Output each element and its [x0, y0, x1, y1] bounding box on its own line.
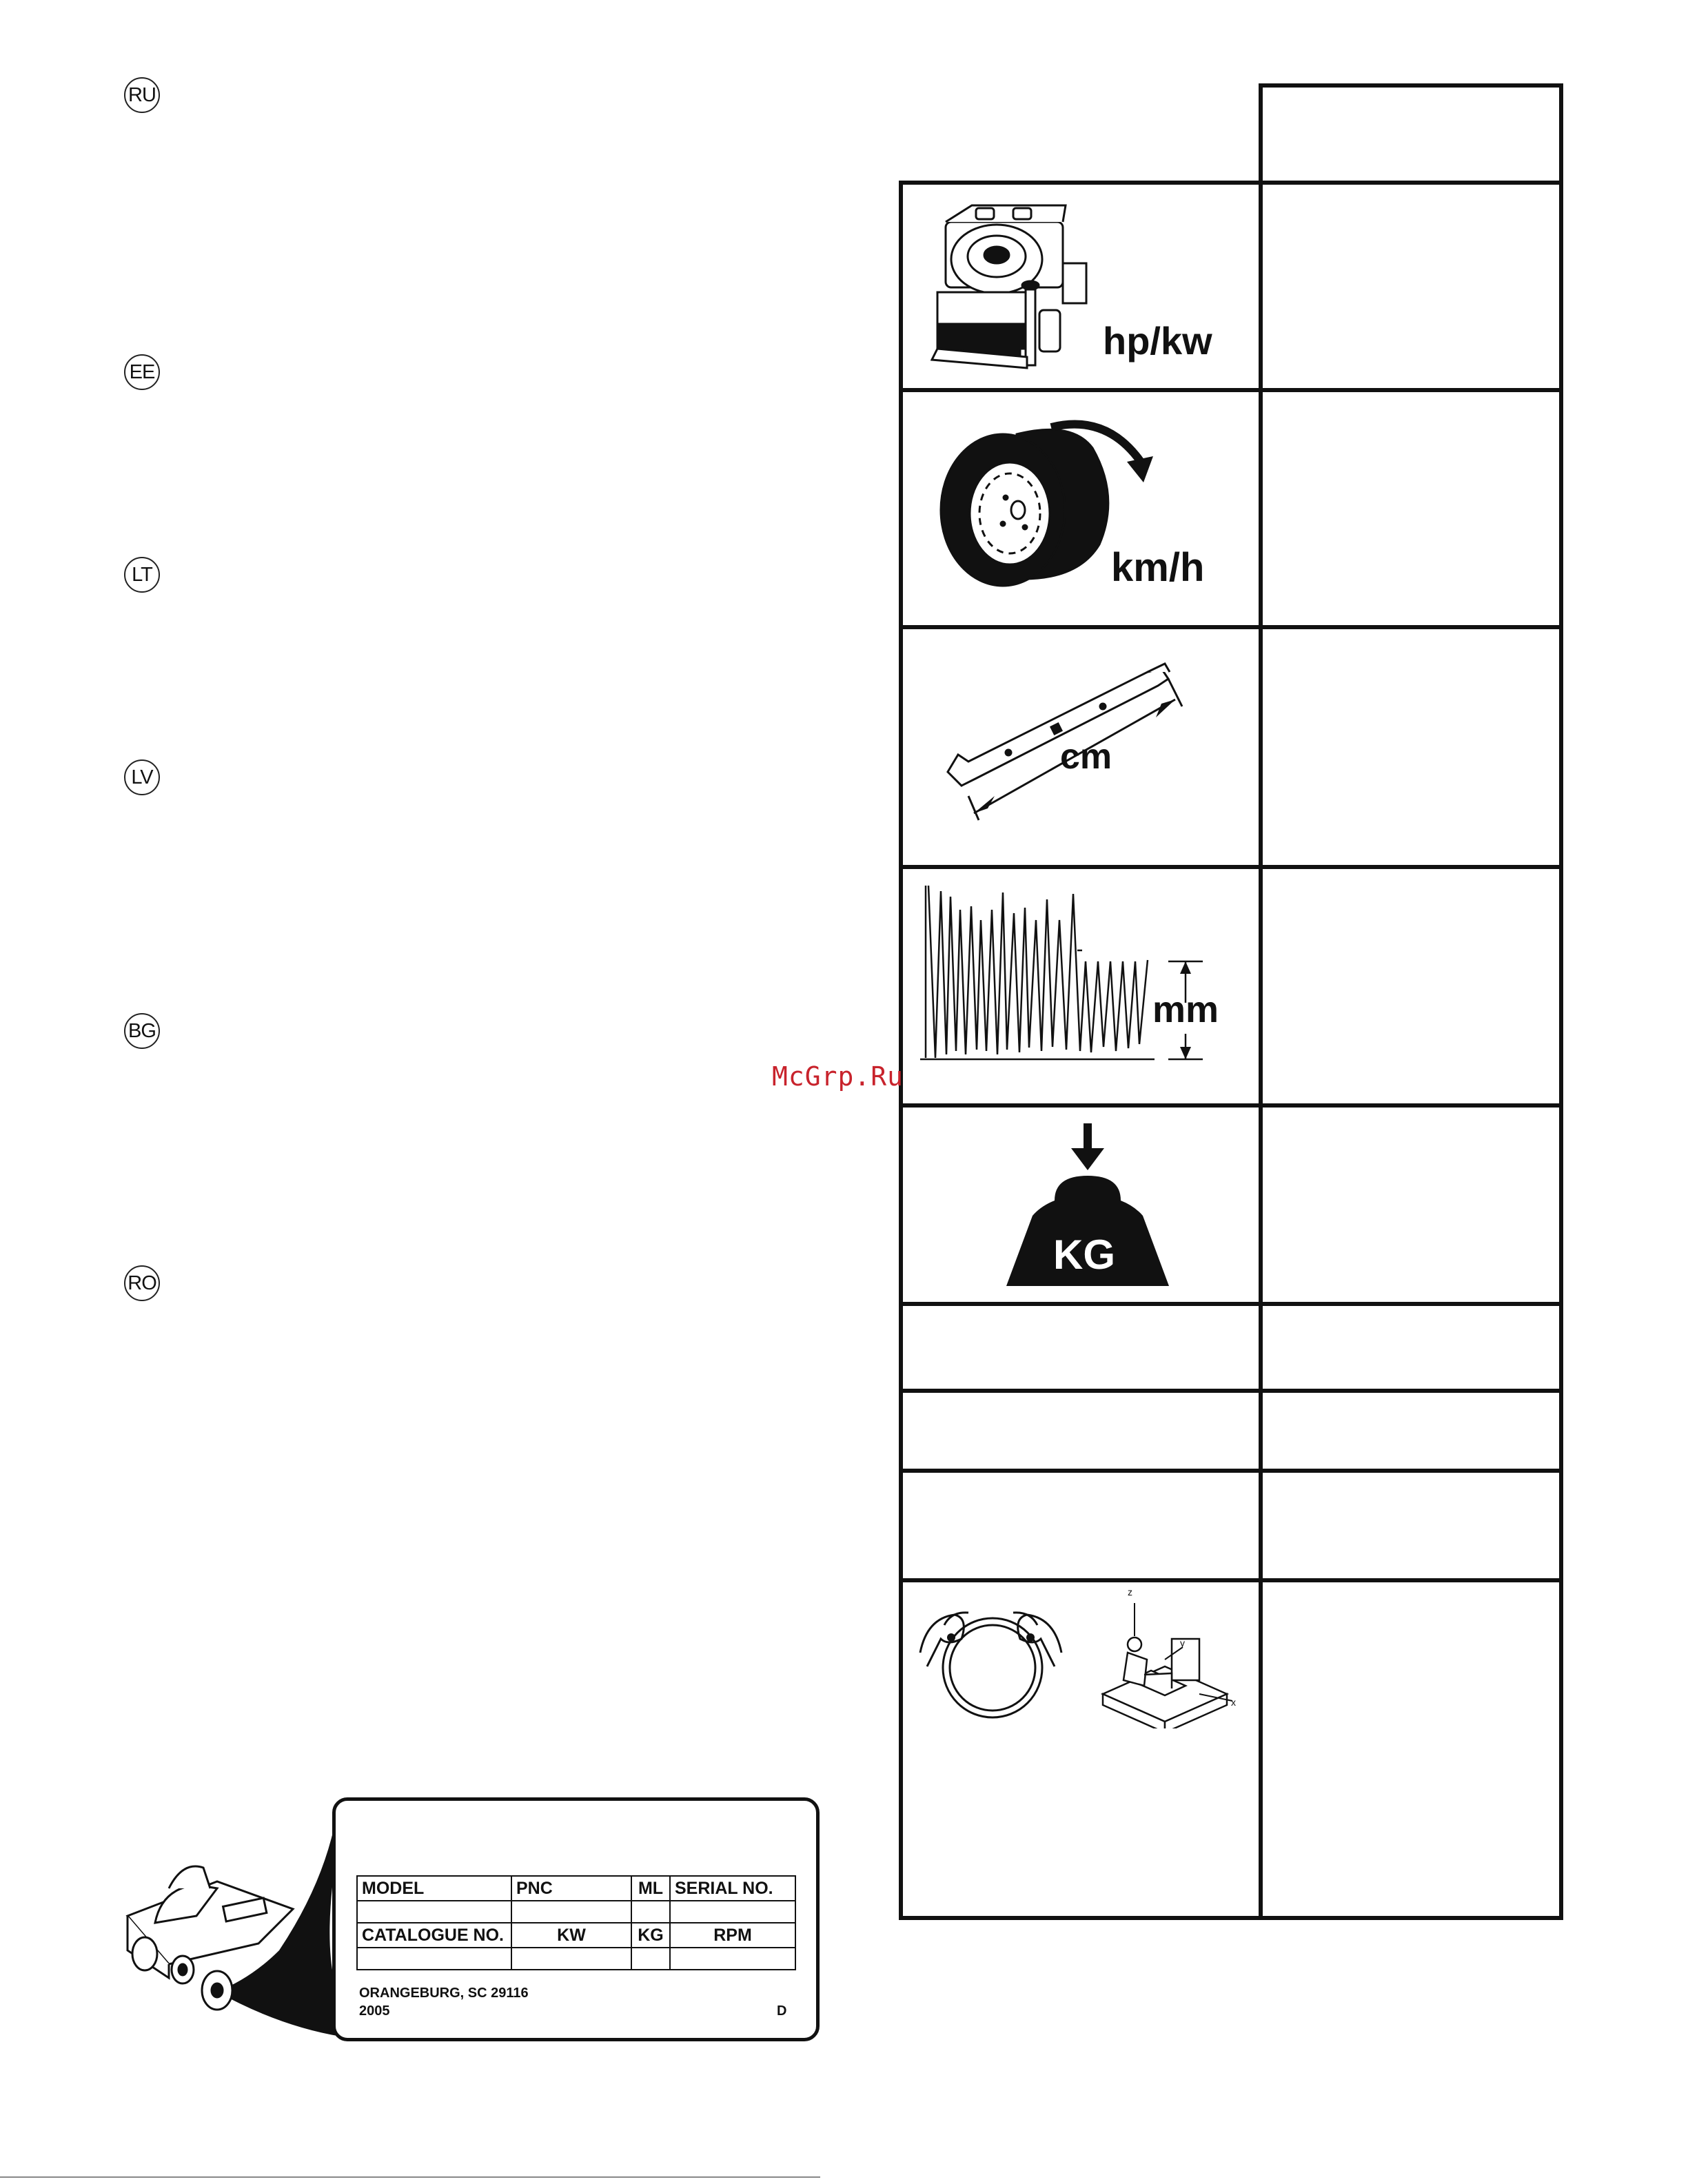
- bottom-rule: [0, 2176, 820, 2178]
- plate-pnc-value: [511, 1901, 631, 1923]
- body-vibration-icon: [1089, 1598, 1248, 1728]
- rating-plate: [332, 1797, 820, 2041]
- rating-plate-table: [356, 1875, 796, 1970]
- unit-weight: KG: [1053, 1232, 1115, 1278]
- plate-rpm-label: RPM: [670, 1923, 795, 1948]
- axis-label-z: z: [1128, 1586, 1132, 1598]
- plate-model-label: MODEL: [357, 1876, 511, 1901]
- plate-kw-label: KW: [511, 1923, 631, 1948]
- plate-serial-label: SERIAL NO.: [670, 1876, 795, 1901]
- lang-badge-bg: BG: [124, 1013, 160, 1049]
- unit-cutting-height: mm: [1152, 989, 1219, 1030]
- plate-serial-value: [670, 1901, 795, 1923]
- plate-address: ORANGEBURG, SC 29116: [359, 1986, 529, 2001]
- lang-badge-ru: RU: [124, 77, 160, 113]
- plate-code: D: [777, 2003, 787, 2019]
- plate-year: 2005: [359, 2003, 390, 2019]
- lang-badge-ee: EE: [124, 354, 160, 390]
- plate-rpm-value: [670, 1948, 795, 1970]
- watermark: McGrp.Ru: [772, 1061, 904, 1092]
- plate-catalogue-label: CATALOGUE NO.: [357, 1923, 511, 1948]
- hand-vibration-icon: [913, 1598, 1068, 1722]
- plate-catalogue-value: [357, 1948, 511, 1970]
- plate-ml-label: ML: [631, 1876, 670, 1901]
- plate-pnc-label: PNC: [511, 1876, 631, 1901]
- plate-kg-label: KG: [631, 1923, 670, 1948]
- lang-badge-ro: RO: [124, 1265, 160, 1301]
- unit-cutting-width: cm: [1060, 737, 1112, 777]
- plate-kw-value: [511, 1948, 631, 1970]
- lang-badge-lv: LV: [124, 759, 160, 795]
- lang-badge-lt: LT: [124, 557, 160, 593]
- plate-model-value: [357, 1901, 511, 1923]
- plate-kg-value: [631, 1948, 670, 1970]
- engine-icon: [931, 200, 1096, 379]
- axis-label-x: x: [1231, 1697, 1236, 1708]
- unit-speed: km/h: [1111, 545, 1205, 590]
- plate-ml-value: [631, 1901, 670, 1923]
- axis-label-y: y: [1180, 1637, 1185, 1649]
- unit-power: hp/kw: [1103, 319, 1212, 363]
